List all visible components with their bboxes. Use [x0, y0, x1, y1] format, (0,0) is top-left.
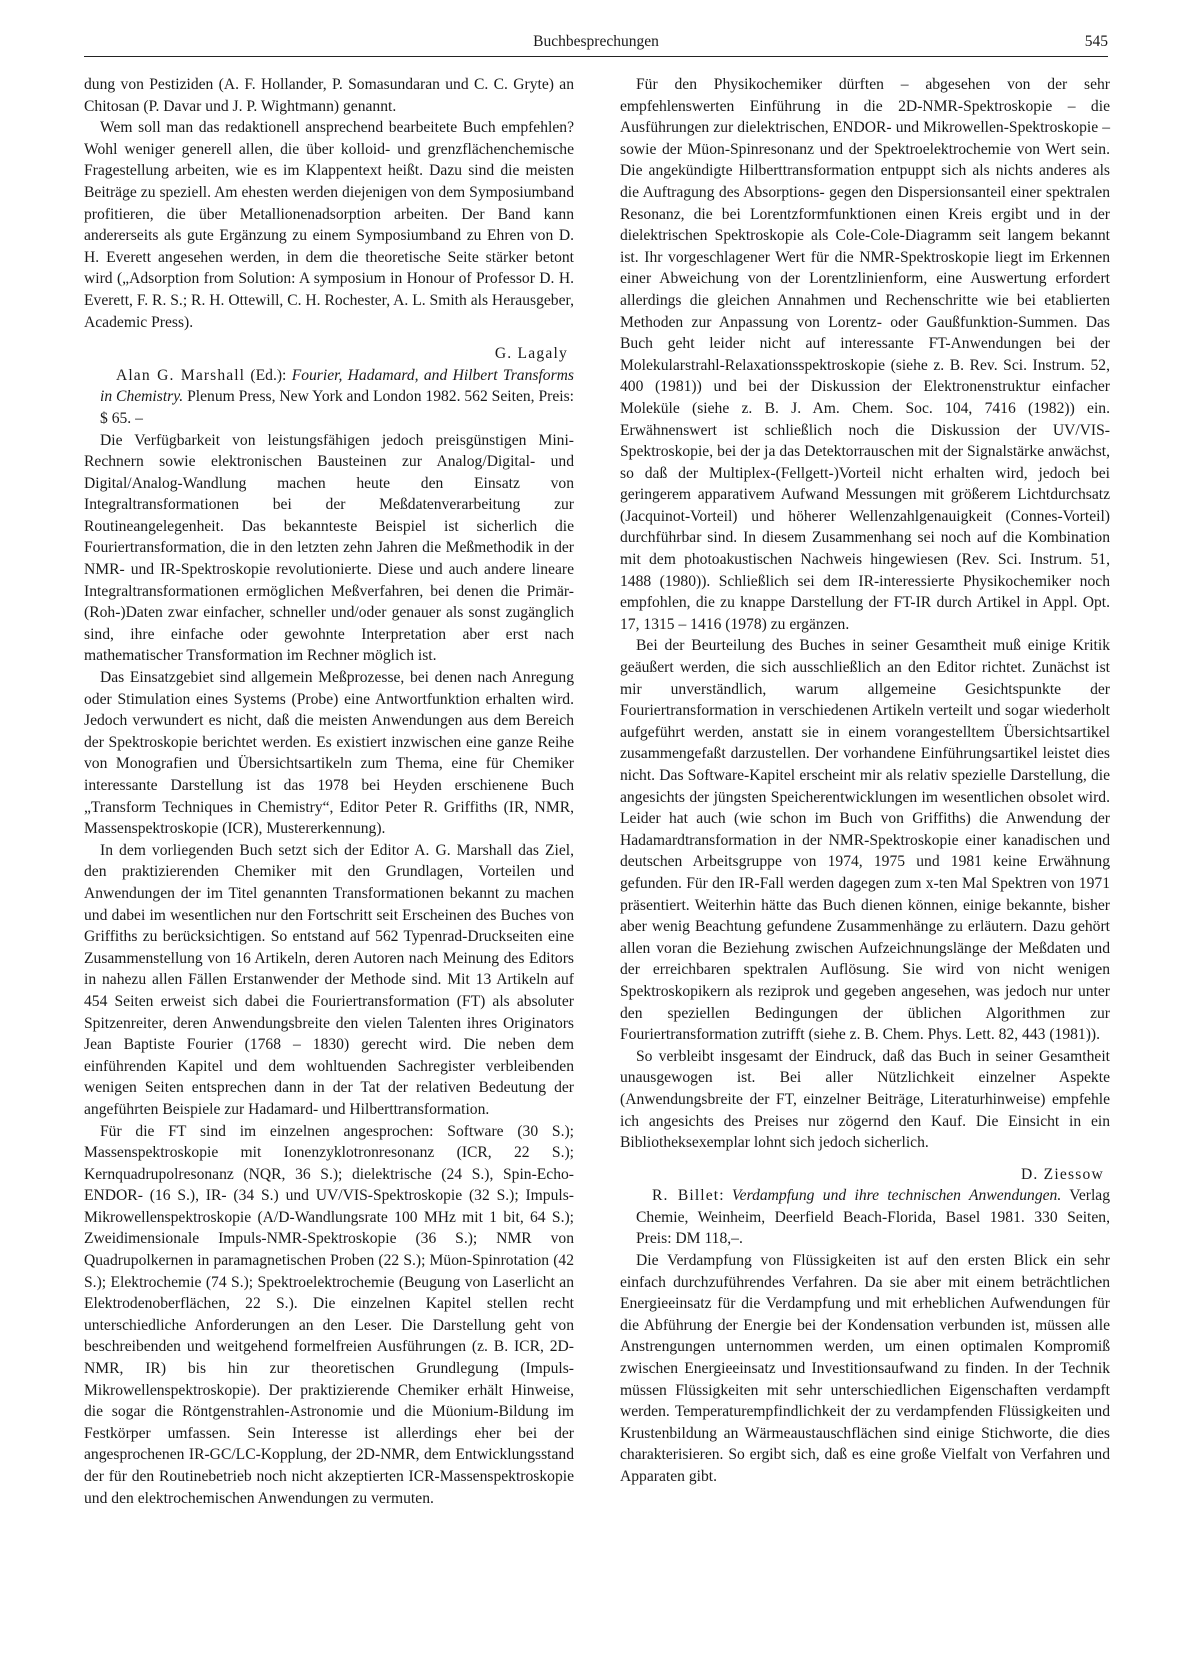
journal-section-title: Buchbesprechungen: [533, 33, 659, 50]
review-author: Alan G. Marshall: [116, 366, 246, 384]
reviewer-signature: D. Ziessow: [1020, 1165, 1104, 1183]
running-header: [84, 30, 1108, 57]
review-book-title: Fourier, Hadamard, and Hilbert Transforms in Chemistry.: [100, 366, 574, 406]
review-heading-billet: [620, 1185, 1110, 1250]
reviewer-signature: G. Lagaly: [494, 345, 568, 363]
review-paragraph: In dem vorliegenden Buch setzt sich der Editor A. G. Marshall das Ziel, den praktizierenden Chemiker mit den Grundlagen, Vorteilen und Anwendungen der im Titel genannten Transformationen bekannt zu machen und dabei im wesentlichen nur den Fortschritt seit Erscheinen des Buches von Griffiths zu berücksichtigen. So entstand auf 562 Typenrad-Druckseiten eine Zusammenstellung von 16 Artikeln, deren Autoren nach Meinung des Editors in nahezu allen Fällen Erstanwender der Methode sind. Mit 13 Artikeln auf 454 Seiten erweist sich dabei die Fouriertransformation (FT) als absoluter Spitzenreiter, deren Anwendungsbreite den vielen Talenten ihres Originators Jean Baptiste Fourier (1768 – 1830) gerecht wird. Die neben dem einführenden Kapitel und dem wohltuenden Sachregister verbleibenden wenigen Seiten entsprechen dann in der Tat der relativen Bedeutung der angeführten Beispiele zur Hadamard- und Hilberttransformation.: [84, 841, 574, 1118]
review-book-details: Verlag Chemie, Weinheim, Deerfield Beach-Florida, Basel 1981. 330 Seiten, Preis: DM 118,–.: [636, 1187, 1110, 1248]
review-separator: :: [719, 1187, 732, 1205]
left-column: [84, 74, 574, 1509]
paragraph-continued: dung von Pestiziden (A. F. Hollander, P. Somasundaran und C. C. Gryte) an Chitosan (P. Davar und J. P. Wightmann) genannt.: [84, 76, 574, 115]
review-paragraph: Bei der Beurteilung des Buches in seiner Gesamtheit muß einige Kritik geäußert werden, die sich ausschließlich an den Editor richtet. Zunächst ist mir unverständlich, warum allgemeine Gesichtspunkte der Fouriertransformation in verschiedenen Artikeln verteilt und sogar wiederholt aufgeführt werden, anstatt sie in einem vorangestelltem Übersichtsartikel zusammengefaßt darzustellen. Der vorhandene Einführungsartikel leistet dies nicht. Das Software-Kapitel erscheint mir als relativ spezielle Darstellung, die angesichts der jüngsten Speicherentwicklungen im wesentlichen obsolet wird. Leider hat auch (wie schon im Buch von Griffiths) die Anwendung der Hadamardtransformation in der NMR-Spektroskopie einer kanadischen und deutschen Arbeitsgruppe von 1974, 1975 und 1981 keine Erwähnung gefunden. Für den IR-Fall werden dagegen zum x-ten Mal Spektren von 1971 präsentiert. Weiterhin hätte das Buch dienen können, einige bekannte, bisher aber wenig Beachtung gefundene Zusammenhänge zu erläutern. Dazu gehört allen voran die Beziehung zwischen Aufzeichnungslänge der Meßdaten und der erreichbaren spektralen Auflösung. Sie wird von nicht wenigen Spektroskopikern als reziprok und gegeben angesehen, was jedoch nur unter den speziellen Bedingungen der üblichen Algorithmen zur Fouriertransformation zutrifft (siehe z. B. Chem. Phys. Lett. 82, 443 (1981)).: [620, 637, 1110, 1044]
review-book-details: Plenum Press, New York and London 1982. 562 Seiten, Preis: $ 65. –: [100, 388, 574, 427]
page-number: 545: [1084, 33, 1108, 50]
paragraph-recommendation: Wem soll man das redaktionell ansprechend bearbeitete Buch empfehlen? Wohl weniger generell allen, die über kolloid- und grenzflächenchemische Fragestellung arbeiten, wie es im Klappentext heißt. Dazu sind die meisten Beiträge zu speziell. Am ehesten werden diejenigen von dem Symposiumband profitieren, die über Metallionenadsorption arbeiten. Der Band kann andererseits als gute Ergänzung zu einem Symposiumband zu Ehren von D. H. Everett angesehen werden, in dem die theoretische Seite stärker betont wird („Adsorption from Solution: A symposium in Honour of Professor D. H. Everett, F. R. S.; R. H. Ottewill, C. H. Rochester, A. L. Smith als Herausgeber, Academic Press).: [84, 119, 574, 331]
review-book-title: Verdampfung und ihre technischen Anwendungen.: [731, 1187, 1062, 1205]
review-paragraph: Die Verfügbarkeit von leistungsfähigen jedoch preisgünstigen Mini-Rechnern sowie elektronischen Bausteinen zur Analog/Digital- und Digital/Analog-Wandlung machen heute den Einsatz von Integraltransformationen bei der Meßdatenverarbeitung zur Routineangelegenheit. Das bekannteste Beispiel ist sicherlich die Fouriertransformation, die in den letzten zehn Jahren die Meßmethodik in der NMR- und IR-Spektroskopie revolutionierte. Diese und auch andere lineare Integraltransformationen ermöglichen Meßverfahren, bei denen die Primär-(Roh-)Daten zwar einfacher, schneller und/oder genauer als sonst zugänglich sind, ihre einfache oder gewohnte Interpretation aber erst nach mathematischer Transformation im Rechner möglich ist.: [84, 431, 574, 665]
right-column: [620, 74, 1110, 1488]
review-paragraph: Für die FT sind im einzelnen angesprochen: Software (30 S.); Massenspektroskopie mit Ionenzyklotronresonanz (ICR, 22 S.); Kernquadrupolresonanz (NQR, 36 S.); dielektrische (24 S.), Spin-Echo-ENDOR- (16 S.), IR- (34 S.) und UV/VIS-Spektroskopie (32 S.); Impuls-Mikrowellenspektroskopie (A/D-Wandlungsrate 100 MHz mit 1 bit, 64 S.); Zweidimensionale Impuls-NMR-Spektroskopie (36 S.); NMR von Quadrupolkernen in paramagnetischen Proben (22 S.); Müon-Spinrotation (42 S.); Elektrochemie (74 S.); Spektroelektrochemie (Beugung von Laserlicht an Elektrodenoberflächen, 22 S.). Die einzelnen Kapitel stellen recht unterschiedliche Anforderungen an den Leser. Die Darstellung geht von beschreibenden und weitgehend formelfreien Ausführungen (z. B. ICR, 2D-NMR, IR) bis hin zur theoretischen Grundlegung (Impuls-Mikrowellenspektroskopie). Der praktizierende Chemiker erhält Hinweise, die sogar die Röntgenstrahlen-Astronomie und die Müonium-Bildung im Festkörper umfassen. Sein Interesse ist allerdings eher bei der angesprochenen IR-GC/LC-Kopplung, der 2D-NMR, dem Entwicklungsstand der für den Routinebetrieb noch nicht akzeptierten ICR-Massenspektroskopie und den elektrochemischen Anwendungen zu vermuten.: [84, 1122, 574, 1507]
review-paragraph: So verbleibt insgesamt der Eindruck, daß das Buch in seiner Gesamtheit unausgewogen ist. Bei aller Nützlichkeit einzelner Aspekte (Anwendungsbreite der FT, einzelner Beiträge, Literaturhinweise) empfehle ich angesichts des Preises nur zögernd den Kauf. Die Einsicht in ein Bibliotheksexemplar lohnt sich jedoch sicherlich.: [620, 1047, 1110, 1152]
review-paragraph: Für den Physikochemiker dürften – abgesehen von der sehr empfehlenswerten Einführung in die 2D-NMR-Spektroskopie – die Ausführungen zur dielektrischen, ENDOR- und Mikrowellen-Spektroskopie – sowie der Müon-Spinresonanz und der Spektroelektrochemie von Wert sein. Die angekündigte Hilberttransformation entpuppt sich als nichts anderes als die Auftragung des Absorptions- gegen den Dispersionsanteil einer spektralen Resonanz, die bei Lorentzformfunktionen einen Kreis ergibt und in der dielektrischen Spektroskopie als Cole-Cole-Diagramm seit langem bekannt ist. Ihr vorgeschlagener Wert für die NMR-Spektroskopie liegt im Erkennen einer Abweichung von der Lorentzlinienform, eine Auswertung erfordert allerdings die gleichen Annahmen und Rechenschritte wie bei etablierten Methoden zur Anpassung von Lorentz- oder Gaußfunktion-Summen. Das Buch geht leider nicht auf interessante FT-Anwendungen bei der Molekularstrahl-Relaxationsspektroskopie (siehe z. B. Rev. Sci. Instrum. 52, 400 (1981)) und bei der Diskussion der Elektronenstruktur einfacher Moleküle (siehe z. B. J. Am. Chem. Soc. 104, 7416 (1982)) ein. Erwähnenswert ist schließlich noch die Diskussion der UV/VIS-Spektroskopie, bei der ja das Detektorrauschen mit der Signalstärke anwächst, so daß der Multiplex-(Fellgett-)Vorteil nicht erhalten wird, jedoch bei geringerem apparativem Aufwand Messungen mit größerem Lichtdurchsatz (Jacquinot-Vorteil) und höherer Wellenzahlgenauigkeit (Connes-Vorteil) durchführbar sind. In diesem Zusammenhang sei noch auf die Kombination mit dem photoakustischen Nachweis hingewiesen (Rev. Sci. Instrum. 51, 1488 (1980)). Schließlich sei dem IR-interessierte Physikochemiker noch empfohlen, die zu knappe Darstellung der FT-IR durch Artikel in Appl. Opt. 17, 1315 – 1416 (1978) zu ergänzen.: [620, 76, 1110, 633]
review-heading-marshall: [84, 365, 574, 430]
review-editor-note: (Ed.):: [245, 366, 292, 384]
review-paragraph: Die Verdampfung von Flüssigkeiten ist auf den ersten Blick ein sehr einfach durchzuführendes Verfahren. Da sie aber mit einem beträchtlichen Energieeinsatz für die Verdampfung und mit erheblichen Aufwendungen für die Abführung der Energie bei der Kondensation verbunden ist, müssen alle Anstrengungen unternommen werden, um einen optimalen Kompromiß zwischen Energieeinsatz und Investitionsaufwand zu finden. In der Technik müssen Flüssigkeiten mit sehr unterschiedlichen Eigenschaften verdampft werden. Temperaturempfindlichkeit der zu verdampfenden Flüssigkeiten und Krustenbildung an Wärmeaustauschflächen sind einige Stichworte, die dies charakterisieren. So ergibt sich, daß es eine große Vielfalt von Verfahren und Apparaten gibt.: [620, 1252, 1110, 1485]
review-paragraph: Das Einsatzgebiet sind allgemein Meßprozesse, bei denen nach Anregung oder Stimulation eines Systems (Probe) eine Antwortfunktion erhalten wird. Jedoch verwundert es nicht, daß die meisten Anwendungen aus dem Bereich der Spektroskopie berichtet werden. Es existiert inzwischen eine ganze Reihe von Monografien und Übersichtsartikeln zum Thema, eine für Chemiker interessante Darstellung ist das 1978 bei Heyden erschienene Buch „Transform Techniques in Chemistry“, Editor Peter R. Griffiths (IR, NMR, Massenspektroskopie (ICR), Mustererkennung).: [84, 669, 574, 838]
review-author: R. Billet: [652, 1187, 720, 1205]
